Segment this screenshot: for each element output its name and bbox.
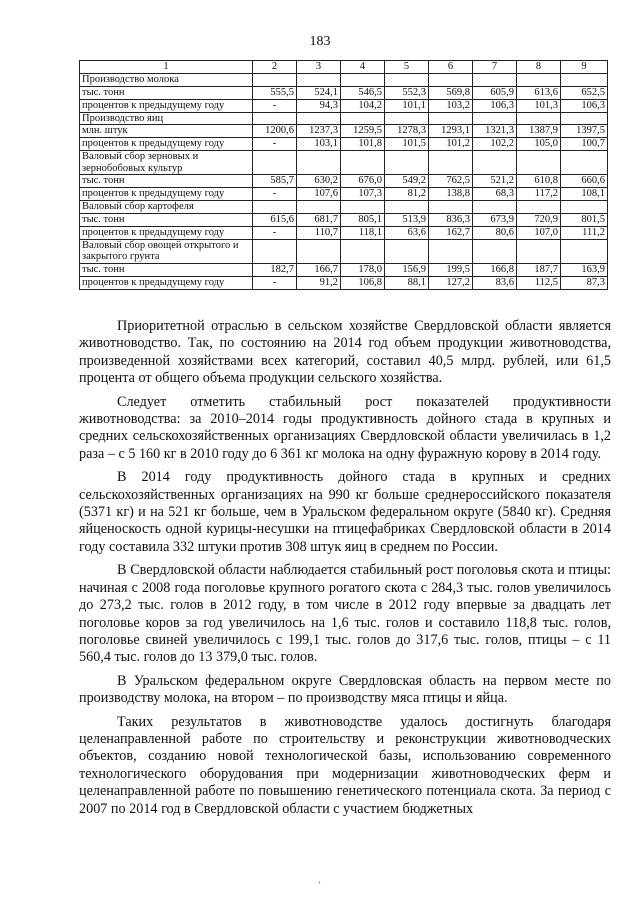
empty-cell: [429, 201, 473, 214]
column-header: 6: [429, 61, 473, 74]
empty-cell: [429, 239, 473, 263]
column-header: 8: [517, 61, 561, 74]
table-cell: 100,7: [561, 138, 608, 151]
section-label: Валовый сбор картофеля: [80, 201, 253, 214]
empty-cell: [297, 151, 341, 175]
empty-cell: [385, 201, 429, 214]
table-section-row: [80, 239, 608, 263]
table-row: [80, 86, 608, 99]
table-cell: 199,5: [429, 263, 473, 276]
empty-cell: [473, 201, 517, 214]
table-cell: 163,9: [561, 263, 608, 276]
table-cell: 88,1: [385, 276, 429, 289]
empty-cell: [517, 74, 561, 87]
table-cell: -: [253, 226, 297, 239]
table-cell: 521,2: [473, 175, 517, 188]
table-cell: 1293,1: [429, 125, 473, 138]
column-header: 2: [253, 61, 297, 74]
empty-cell: [253, 239, 297, 263]
table-cell: 127,2: [429, 276, 473, 289]
empty-cell: [297, 112, 341, 125]
column-header: 7: [473, 61, 517, 74]
table-cell: 762,5: [429, 175, 473, 188]
empty-cell: [253, 151, 297, 175]
table-cell: 101,3: [517, 99, 561, 112]
table-cell: -: [253, 138, 297, 151]
body-text: [79, 318, 611, 824]
column-header: 4: [341, 61, 385, 74]
empty-cell: [429, 74, 473, 87]
table-cell: 112,5: [517, 276, 561, 289]
table-cell: 102,2: [473, 138, 517, 151]
row-label: тыс. тонн: [80, 213, 253, 226]
table-cell: 117,2: [517, 188, 561, 201]
table-cell: 106,8: [341, 276, 385, 289]
empty-cell: [517, 201, 561, 214]
table-cell: 660,6: [561, 175, 608, 188]
section-label: Валовый сбор овощей открытого и закрытого грунта: [80, 239, 253, 263]
table-cell: 585,7: [253, 175, 297, 188]
table-row: [80, 188, 608, 201]
empty-cell: [297, 239, 341, 263]
table-cell: -: [253, 188, 297, 201]
row-label: млн. штук: [80, 125, 253, 138]
table-cell: 1387,9: [517, 125, 561, 138]
empty-cell: [253, 201, 297, 214]
table-cell: 549,2: [385, 175, 429, 188]
table-cell: 107,6: [297, 188, 341, 201]
table-cell: 552,3: [385, 86, 429, 99]
table-cell: 106,3: [473, 99, 517, 112]
column-header: 5: [385, 61, 429, 74]
page-number: 183: [309, 34, 331, 49]
table-cell: 615,6: [253, 213, 297, 226]
empty-cell: [473, 239, 517, 263]
table-cell: 80,6: [473, 226, 517, 239]
table-cell: 94,3: [297, 99, 341, 112]
empty-cell: [297, 201, 341, 214]
table-cell: 720,9: [517, 213, 561, 226]
table-cell: 156,9: [385, 263, 429, 276]
table-cell: 801,5: [561, 213, 608, 226]
table-cell: 108,1: [561, 188, 608, 201]
empty-cell: [561, 74, 608, 87]
empty-cell: [253, 112, 297, 125]
empty-cell: [561, 239, 608, 263]
table-cell: -: [253, 276, 297, 289]
paragraph: В Свердловской области наблюдается стабильный рост поголовья скота и птицы: начиная с 2008 года поголовье крупного рогатого скота с 284,3 тыс. голов увеличилось до 273,2 тыс. голов в 2012 году, в том числе в 2012 году впервые за двадцать лет поголовье коров за год увеличилось на 1,6 тыс. голов и составило 118,8 тыс. голов, поголовье свиней увеличилось с 199,1 тыс. голов до 317,6 тыс. голов, птицы – с 11 560,4 тыс. голов до 13 379,0 тыс. голов.: [79, 562, 611, 666]
empty-cell: [473, 112, 517, 125]
row-label: процентов к предыдущему году: [80, 226, 253, 239]
table-row: [80, 125, 608, 138]
table-cell: 107,0: [517, 226, 561, 239]
table-cell: 63,6: [385, 226, 429, 239]
row-label: тыс. тонн: [80, 86, 253, 99]
table-cell: 1321,3: [473, 125, 517, 138]
paragraph: Приоритетной отраслью в сельском хозяйстве Свердловской области является животноводство. Так, по состоянию на 2014 год объем продукции животноводства, произведенной хозяйствами всех категорий, составил 40,5 млрд. рублей, или 61,5 процента от общего объема продукции сельского хозяйства.: [79, 318, 611, 387]
table-cell: 1200,6: [253, 125, 297, 138]
table-cell: 546,5: [341, 86, 385, 99]
table-cell: 652,5: [561, 86, 608, 99]
table-cell: 101,5: [385, 138, 429, 151]
column-header: 3: [297, 61, 341, 74]
table-cell: 524,1: [297, 86, 341, 99]
paragraph: Следует отметить стабильный рост показателей продуктивности животноводства: за 2010–2014 годы продуктивность дойного стада в крупных и средних сельскохозяйственных организациях Свердловской области увеличилась в 1,2 раза – с 5 160 кг в 2010 году до 6 361 кг молока на одну фуражную корову в 2014 году.: [79, 393, 611, 462]
empty-cell: [341, 151, 385, 175]
empty-cell: [561, 201, 608, 214]
empty-cell: [385, 112, 429, 125]
table-cell: 1278,3: [385, 125, 429, 138]
table-cell: 103,2: [429, 99, 473, 112]
column-header: 9: [561, 61, 608, 74]
table-row: [80, 213, 608, 226]
section-label: Валовый сбор зерновых и зернобобовых культур: [80, 151, 253, 175]
empty-cell: [429, 112, 473, 125]
row-label: процентов к предыдущему году: [80, 276, 253, 289]
empty-cell: [561, 112, 608, 125]
row-label: тыс. тонн: [80, 263, 253, 276]
table-cell: 605,9: [473, 86, 517, 99]
section-label: Производство яиц: [80, 112, 253, 125]
table-cell: 101,2: [429, 138, 473, 151]
table-cell: 1237,3: [297, 125, 341, 138]
table-cell: 91,2: [297, 276, 341, 289]
row-label: процентов к предыдущему году: [80, 138, 253, 151]
row-label: процентов к предыдущему году: [80, 99, 253, 112]
table-cell: 162,7: [429, 226, 473, 239]
table-header-row: [80, 61, 608, 74]
table-cell: 118,1: [341, 226, 385, 239]
table-row: [80, 99, 608, 112]
table-cell: 81,2: [385, 188, 429, 201]
table-cell: 673,9: [473, 213, 517, 226]
table-cell: 555,5: [253, 86, 297, 99]
table-cell: 110,7: [297, 226, 341, 239]
empty-cell: [341, 74, 385, 87]
table-cell: 101,8: [341, 138, 385, 151]
row-label: тыс. тонн: [80, 175, 253, 188]
table-cell: 166,8: [473, 263, 517, 276]
table-section-row: [80, 74, 608, 87]
table-body: [80, 74, 608, 290]
empty-cell: [341, 112, 385, 125]
row-label: процентов к предыдущему году: [80, 188, 253, 201]
empty-cell: [473, 151, 517, 175]
statistics-table: [79, 60, 608, 290]
table-cell: 1259,5: [341, 125, 385, 138]
empty-cell: [429, 151, 473, 175]
table-cell: 103,1: [297, 138, 341, 151]
paragraph: Таких результатов в животноводстве удалось достигнуть благодаря целенаправленной работе по строительству и реконструкции животноводческих объектов, созданию новой технологической базы, использованию современного технологического оборудования при модернизации животноводческих ферм и целенаправленной работе по повышению генетического потенциала скота. За период с 2007 по 2014 год в Свердловской области с участием бюджетных: [79, 713, 611, 817]
paragraph: В 2014 году продуктивность дойного стада в крупных и средних сельскохозяйственных организациях на 990 кг больше среднероссийского показателя (5371 кг) и на 521 кг больше, чем в Уральском федеральном округе (5840 кг). Средняя яйценоскость одной курицы-несушки на птицефабриках Свердловской области в 2014 году составила 332 штуки против 308 штук яиц в среднем по России.: [79, 469, 611, 555]
empty-cell: [341, 239, 385, 263]
empty-cell: [473, 74, 517, 87]
section-label: Производство молока: [80, 74, 253, 87]
table-cell: -: [253, 99, 297, 112]
empty-cell: [385, 239, 429, 263]
table-cell: 107,3: [341, 188, 385, 201]
table-cell: 105,0: [517, 138, 561, 151]
paragraph: В Уральском федеральном округе Свердловская область на первом месте по производству молока, на втором – по производству мяса птицы и яйца.: [79, 672, 611, 707]
table-cell: 681,7: [297, 213, 341, 226]
table-cell: 1397,5: [561, 125, 608, 138]
empty-cell: [561, 151, 608, 175]
empty-cell: [253, 74, 297, 87]
table-cell: 805,1: [341, 213, 385, 226]
table-cell: 104,2: [341, 99, 385, 112]
table-cell: 83,6: [473, 276, 517, 289]
table-cell: 138,8: [429, 188, 473, 201]
empty-cell: [517, 112, 561, 125]
table-cell: 569,8: [429, 86, 473, 99]
table-row: [80, 263, 608, 276]
table-cell: 106,3: [561, 99, 608, 112]
table-cell: 187,7: [517, 263, 561, 276]
table-row: [80, 175, 608, 188]
empty-cell: [385, 151, 429, 175]
table-cell: 836,3: [429, 213, 473, 226]
table-cell: 166,7: [297, 263, 341, 276]
empty-cell: [385, 74, 429, 87]
table-section-row: [80, 201, 608, 214]
table-cell: 68,3: [473, 188, 517, 201]
table-cell: 676,0: [341, 175, 385, 188]
column-header: 1: [80, 61, 253, 74]
table-cell: 513,9: [385, 213, 429, 226]
table-cell: 610,8: [517, 175, 561, 188]
empty-cell: [517, 151, 561, 175]
table-cell: 630,2: [297, 175, 341, 188]
table-cell: 101,1: [385, 99, 429, 112]
table-row: [80, 276, 608, 289]
table-cell: 111,2: [561, 226, 608, 239]
table-cell: 87,3: [561, 276, 608, 289]
empty-cell: [517, 239, 561, 263]
table-row: [80, 138, 608, 151]
empty-cell: [297, 74, 341, 87]
table-section-row: [80, 112, 608, 125]
table-section-row: [80, 151, 608, 175]
table-cell: 182,7: [253, 263, 297, 276]
table-cell: 178,0: [341, 263, 385, 276]
footer-mark: ʽ: [318, 880, 321, 890]
table-row: [80, 226, 608, 239]
table-cell: 613,6: [517, 86, 561, 99]
empty-cell: [341, 201, 385, 214]
